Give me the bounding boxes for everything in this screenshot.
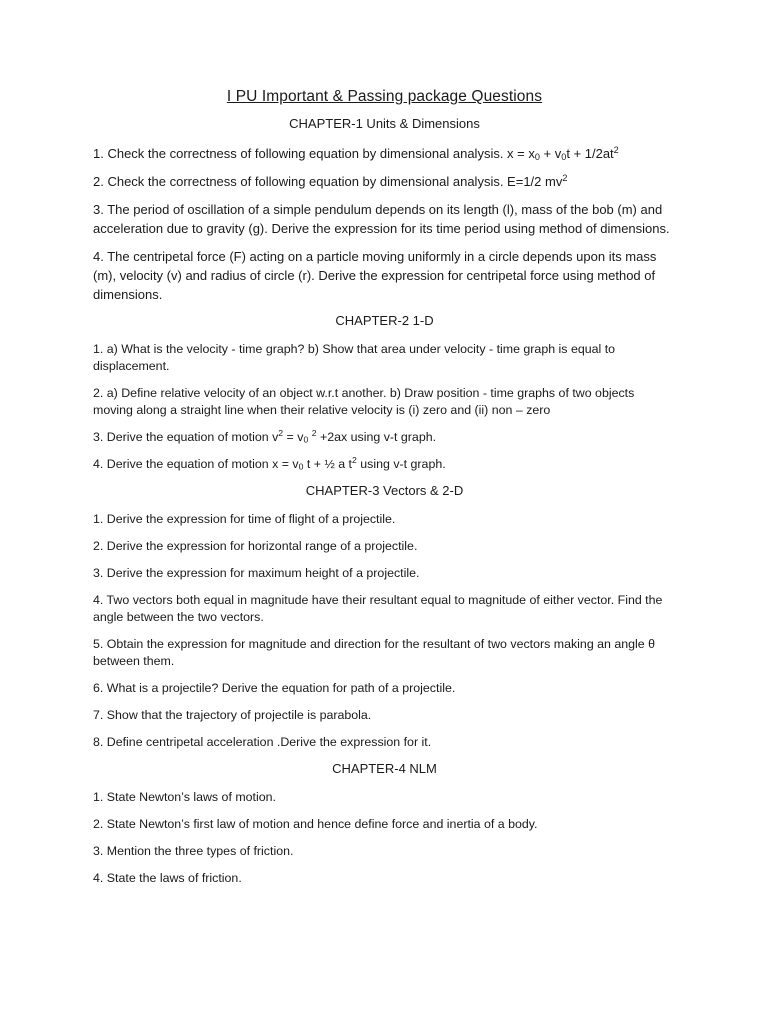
chapter-section <box>93 116 676 304</box>
question-item: 3. Derive the equation of motion $v^2 = v_0$ $^2$ +2ax using v-t graph. <box>93 428 437 445</box>
question-item: 7. Show that the trajectory of projectile is parabola. <box>93 708 372 722</box>
question-item: 4. Two vectors both equal in magnitude have their resultant equal to magnitude of either vector. Find the angle between the two vectors. <box>93 593 663 624</box>
question-item: 2. Check the correctness of following equation by dimensional analysis. E=1/2 $mv^2$ <box>93 173 568 189</box>
question-item: 3. Mention the three types of friction. <box>93 844 294 858</box>
question-item: 4. Derive the equation of motion $x = v_0$ t + ½ a $t^2$ using v-t graph. <box>93 455 446 472</box>
question-item: 5. Obtain the expression for magnitude and direction for the resultant of two vectors making an angle θ between them. <box>93 637 656 668</box>
question-item: 2. a) Define relative velocity of an object w.r.t another. b) Draw position - time graphs of two objects moving along a straight line when their relative velocity is (i) zero and (ii) non – zero <box>93 386 635 417</box>
chapter-section <box>93 483 676 751</box>
question-item: 3. The period of oscillation of a simple pendulum depends on its length (l), mass of the bob (m) and acceleration due to gravity (g). Derive the expression for its time period using method of dimensions. <box>93 202 670 236</box>
question-item: 2. State Newton’s first law of motion and hence define force and inertia of a body. <box>93 817 538 831</box>
question-item: 1. Check the correctness of following equation by dimensional analysis. $x = x_0 + v_0t + 1/2at^2$ <box>93 145 619 162</box>
question-item: 8. Define centripetal acceleration .Derive the expression for it. <box>93 735 432 749</box>
question-item: 1. State Newton’s laws of motion. <box>93 790 276 804</box>
question-item: 1. a) What is the velocity - time graph? b) Show that area under velocity - time graph is equal to displacement. <box>93 342 616 373</box>
question-item: 4. State the laws of friction. <box>93 871 242 885</box>
document-title: I PU Important & Passing package Questions <box>226 88 543 105</box>
question-item: 3. Derive the expression for maximum height of a projectile. <box>93 566 420 580</box>
chapter-heading: CHAPTER-4 NLM <box>332 761 437 776</box>
question-item: 2. Derive the expression for horizontal range of a projectile. <box>93 539 418 553</box>
chapter-section <box>93 761 676 887</box>
chapter-section <box>93 313 676 473</box>
question-item: 1. Derive the expression for time of flight of a projectile. <box>93 512 396 526</box>
question-item: 4. The centripetal force (F) acting on a particle moving uniformly in a circle depends upon its mass (m), velocity (v) and radius of circle (r). Derive the expression for centripetal force using method of dimensions. <box>93 249 657 302</box>
chapter-heading: CHAPTER-1 Units & Dimensions <box>289 116 480 131</box>
chapter-heading: CHAPTER-3 Vectors & 2-D <box>305 483 464 498</box>
question-item: 6. What is a projectile? Derive the equation for path of a projectile. <box>93 681 456 695</box>
chapter-heading: CHAPTER-2 1-D <box>335 313 434 328</box>
